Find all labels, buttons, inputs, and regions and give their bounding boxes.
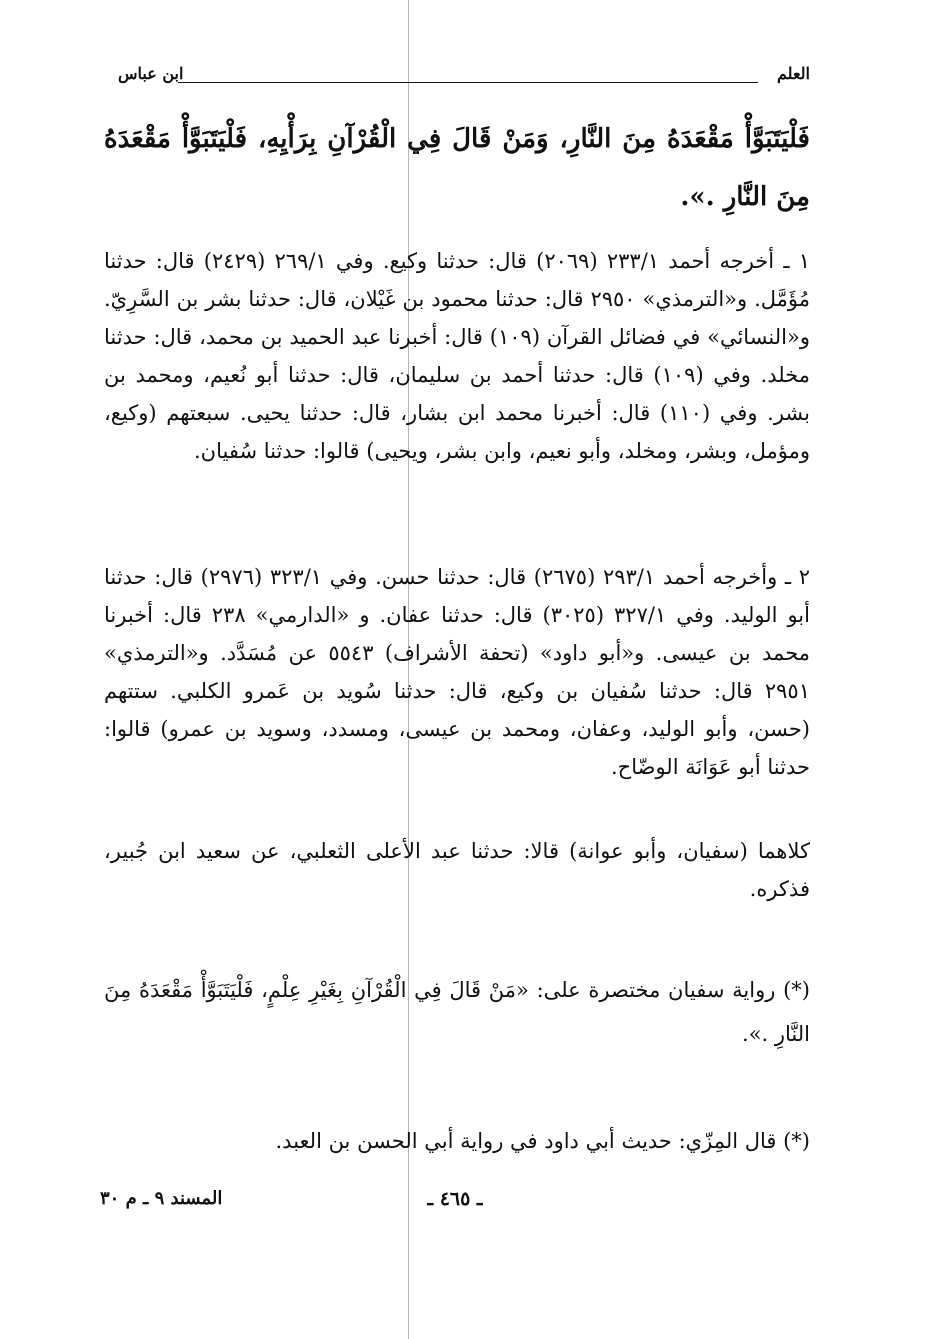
companion-name: ابن عباس xyxy=(118,64,184,83)
note-paragraph: ١ ـ أخرجه أحمد ٢٣٣/١ (٢٠٦٩) قال: حدثنا وكيع. وفي ٢٦٩/١ (٢٤٢٩) قال: حدثنا مُؤَمَّل. و«الترمذي» ٢٩٥٠ قال: حدثنا محمود بن غَيْلان، قال: حدثنا بشر بن السَّرِيّ. و«النسائي» في فضائل القرآن (١٠٩) قال: أخبرنا عبد الحميد بن محمد، قال: حدثنا مخلد. وفي (١٠٩) قال: حدثنا أحمد بن سليمان، قال: حدثنا أبو نُعيم، ومحمد بن بشر. وفي (١١٠) قال: أخبرنا محمد ابن بشار، قال: حدثنا يحيى. سبعتهم (وكيع، ومؤمل، وبشر، ومخلد، وأبو نعيم، وابن بشر، ويحيى) قالوا: حدثنا سُفيان. xyxy=(104,249,810,463)
page-footer xyxy=(100,1188,810,1218)
footnote-mizzi xyxy=(104,1122,810,1160)
note-paragraph: (*) رواية سفيان مختصرة على: «مَنْ قَالَ فِي الْقُرْآنِ بِغَيْرِ عِلْمٍ، فَلْيَتَبَوَّأْ مَقْعَدَهُ مِنَ النَّارِ .». xyxy=(104,978,810,1046)
running-header xyxy=(118,64,810,92)
volume-signature: المسند ٩ ـ م ٣٠ xyxy=(100,1188,223,1209)
note-paragraph: ٢ ـ وأخرجه أحمد ٢٩٣/١ (٢٦٧٥) قال: حدثنا حسن. وفي ٣٢٣/١ (٢٩٧٦) قال: حدثنا أبو الوليد. وفي ٣٢٧/١ (٣٠٢٥) قال: حدثنا عفان. و «الدارمي» ٢٣٨ قال: أخبرنا محمد بن عيسى. و«أبو داود» (تحفة الأشراف) ٥٥٤٣ عن مُسَدَّد. و«الترمذي» ٢٩٥١ قال: حدثنا سُفيان بن وكيع، قال: حدثنا سُويد بن عَمرو الكلبي. ستتهم (حسن، وأبو الوليد، وعفان، ومحمد بن عيسى، ومسدد، وسويد بن عمرو) قالوا: حدثنا أبو عَوَانَة الوضّاح. xyxy=(104,565,810,779)
takhrij-note-1 xyxy=(104,242,810,470)
hadith-paragraph: فَلْيَتَبَوَّأْ مَقْعَدَهُ مِنَ النَّارِ، وَمَنْ قَالَ فِي الْقُرْآنِ بِرَأْيِهِ، فَلْيَتَبَوَّأْ مَقْعَدَهُ مِنَ النَّارِ .». xyxy=(104,124,810,212)
hadith-text xyxy=(104,110,810,226)
header-rule xyxy=(178,82,758,83)
note-paragraph: (*) قال المِزّي: حديث أبي داود في رواية أبي الحسن بن العبد. xyxy=(275,1129,810,1153)
footnote-sufyan xyxy=(104,968,810,1056)
note-paragraph: كلاهما (سفيان، وأبو عوانة) قالا: حدثنا عبد الأعلى الثعلبي، عن سعيد ابن جُبير، فذكره. xyxy=(104,839,810,901)
page-number: ـ ٤٦٥ ـ xyxy=(427,1188,483,1210)
takhrij-note-2 xyxy=(104,558,810,786)
takhrij-note-3 xyxy=(104,832,810,908)
chapter-title: العلم xyxy=(777,64,810,83)
